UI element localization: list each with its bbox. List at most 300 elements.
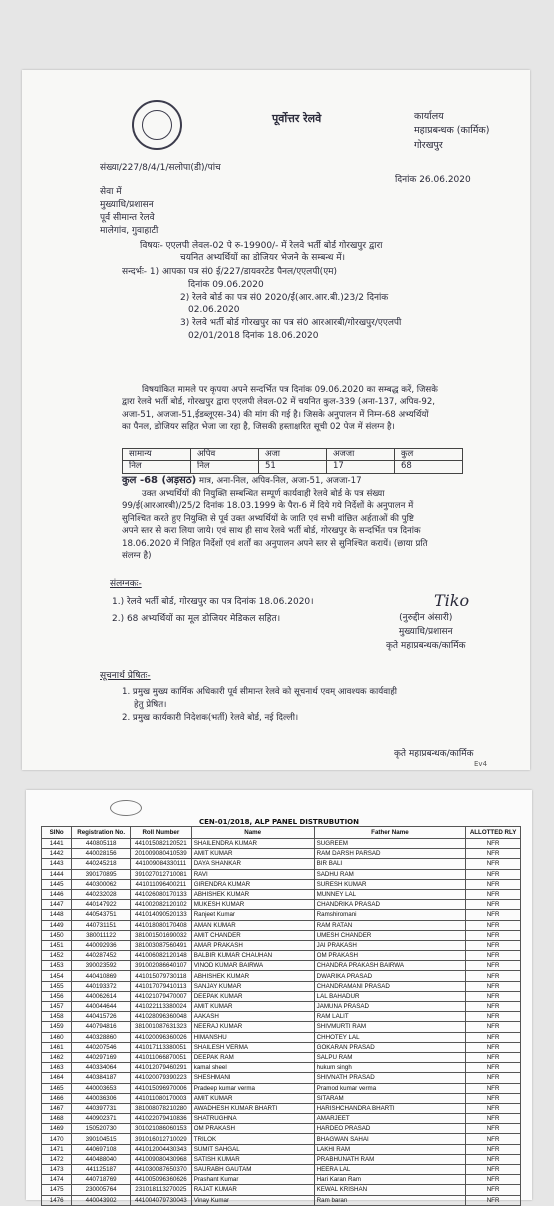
table-cell: 441004079730043 <box>130 1195 191 1205</box>
table-cell: 440232028 <box>72 889 131 899</box>
table-cell: GOKARAN PRASAD <box>314 1042 465 1052</box>
office-line: कार्यालय <box>414 111 444 122</box>
table-cell: 440062614 <box>72 991 131 1001</box>
table-cell: 440147922 <box>72 900 131 910</box>
table-cell: HEERA LAL <box>314 1165 465 1175</box>
table-cell: 1449 <box>42 920 72 930</box>
table-cell: 1468 <box>42 1114 72 1124</box>
table-row <box>42 1134 521 1144</box>
table-cell: NFR <box>466 1073 521 1083</box>
table-cell: NFR <box>466 1022 521 1032</box>
table-cell: 1463 <box>42 1063 72 1073</box>
reference-line: 2) रेलवे बोर्ड का पत्र सं0 2020/ई(आर.आर.बी.)23/2 दिनांक <box>180 292 389 303</box>
table-cell: SUGREEM <box>314 839 465 849</box>
table-cell: JAI PRAKASH <box>314 940 465 950</box>
table-cell: NFR <box>466 1195 521 1205</box>
column-header: Registration No. <box>72 827 131 839</box>
table-cell: LAKHI RAM <box>314 1144 465 1154</box>
table-cell: 1470 <box>42 1134 72 1144</box>
table-cell: 1442 <box>42 849 72 859</box>
category-table <box>122 448 463 474</box>
table-cell: 441006082120148 <box>130 951 191 961</box>
table-cell: NFR <box>466 940 521 950</box>
table-cell: NFR <box>466 951 521 961</box>
table-cell: SHATRUGHNA <box>191 1114 314 1124</box>
table-cell: 441022113380024 <box>130 1002 191 1012</box>
table-cell: 440805118 <box>72 839 131 849</box>
table-cell: Ram baran <box>314 1195 465 1205</box>
table-cell: 441002082120102 <box>130 900 191 910</box>
table-cell: 381001501690032 <box>130 930 191 940</box>
table-row <box>42 1103 521 1113</box>
table-cell: 440543751 <box>72 910 131 920</box>
table-cell: KEWAL KRISHAN <box>314 1185 465 1195</box>
category-value: निल <box>123 461 191 473</box>
table-cell: 391002086640107 <box>130 961 191 971</box>
total-count: कुल -68 (अड़सठ) <box>122 475 197 486</box>
table-cell: 380011122 <box>72 930 131 940</box>
table-cell: NFR <box>466 981 521 991</box>
table-cell: 441014090520133 <box>130 910 191 920</box>
table-cell: Pradeep kumar verma <box>191 1083 314 1093</box>
table-cell: 1450 <box>42 930 72 940</box>
subject-block <box>140 240 382 264</box>
category-value: 17 <box>327 461 395 473</box>
table-cell: 1453 <box>42 961 72 971</box>
table-cell: 440902371 <box>72 1114 131 1124</box>
table-cell: 440415726 <box>72 1012 131 1022</box>
table-cell: 230005764 <box>72 1185 131 1195</box>
table-cell: SHAILESH VERMA <box>191 1042 314 1052</box>
table-cell: NEERAJ KUMAR <box>191 1022 314 1032</box>
signer-designation: कृते महाप्रबन्धक/कार्मिक <box>386 640 466 651</box>
table-cell: DEEPAK KUMAR <box>191 991 314 1001</box>
table-cell: NFR <box>466 1063 521 1073</box>
table-cell: 441009084330111 <box>130 859 191 869</box>
subject-line: विषयः- एएलपी लेवल-02 पे रु-19900/- में रेलवे भर्ती बोर्ड गोरखपुर द्वारा <box>140 241 383 251</box>
table-cell: 381003087560491 <box>130 940 191 950</box>
table-cell: 440718769 <box>72 1175 131 1185</box>
signature: Tiko <box>434 591 470 610</box>
table-cell: NFR <box>466 1165 521 1175</box>
letter-date: दिनांक 26.06.2020 <box>395 175 471 185</box>
table-cell: 440384187 <box>72 1073 131 1083</box>
table-row <box>42 910 521 920</box>
table-row <box>42 1083 521 1093</box>
table-cell: NFR <box>466 1002 521 1012</box>
info-title: सूचनार्थ प्रेषितः- <box>100 671 151 681</box>
table-cell: 1472 <box>42 1154 72 1164</box>
enclosures-title: संलग्नकः- <box>110 579 142 589</box>
signer-block <box>386 612 466 654</box>
panel-title: CEN-01/2018, ALP PANEL DISTRUBUTION <box>199 818 359 826</box>
reference-line: 02.06.2020 <box>188 305 240 316</box>
table-cell: 441125187 <box>72 1165 131 1175</box>
table-cell: NFR <box>466 1134 521 1144</box>
category-value: निल <box>191 461 259 473</box>
table-cell: 1457 <box>42 1002 72 1012</box>
table-cell: 1464 <box>42 1073 72 1083</box>
logo-icon <box>110 800 142 816</box>
table-cell: 390023592 <box>72 961 131 971</box>
signer-title: मुख्याधि/प्रशासन <box>398 626 453 637</box>
category-header: अजजा <box>327 449 395 461</box>
table-cell: LAL BAHADUR <box>314 991 465 1001</box>
table-cell: VINOD KUMAR BAIRWA <box>191 961 314 971</box>
total-breakdown: मात्र, अना-निल, अपिव-निल, अजा-51, अजजा-17 <box>196 476 362 486</box>
table-header-row <box>42 827 521 839</box>
table-row <box>42 1063 521 1073</box>
table-row <box>42 1012 521 1022</box>
table-cell: NFR <box>466 869 521 879</box>
table-cell: 301021086060153 <box>130 1124 191 1134</box>
enclosures-list <box>112 594 314 628</box>
table-row <box>42 961 521 971</box>
table-row <box>42 1032 521 1042</box>
table-cell: 1459 <box>42 1022 72 1032</box>
ev-mark <box>474 760 487 769</box>
table-cell: NFR <box>466 1154 521 1164</box>
reference-line: 3) रेलवे भर्ती बोर्ड गोरखपुर का पत्र सं0 आरआरबी/गोरखपुर/एएलपी <box>180 318 402 329</box>
table-cell: BALBIR KUMAR CHAUHAN <box>191 951 314 961</box>
table-cell: HARDEO PRASAD <box>314 1124 465 1134</box>
table-cell: AAKASH <box>191 1012 314 1022</box>
table-cell: SHAILENDRA KUMAR <box>191 839 314 849</box>
table-cell: NFR <box>466 859 521 869</box>
table-cell: RAM DARSH PARSAD <box>314 849 465 859</box>
table-row <box>42 940 521 950</box>
table-cell: 441020079390223 <box>130 1073 191 1083</box>
table-cell: 390104515 <box>72 1134 131 1144</box>
table-cell: NFR <box>466 910 521 920</box>
letter-org-title: पूर्वोत्तर रेलवे <box>272 112 322 125</box>
table-row <box>42 920 521 930</box>
table-cell: 441021079470007 <box>130 991 191 1001</box>
table-cell: 441009080430968 <box>130 1154 191 1164</box>
table-cell: 441028096360048 <box>130 1012 191 1022</box>
table-row <box>42 991 521 1001</box>
address-block <box>100 186 158 238</box>
ref-number: संख्या/227/8/4/1/सलोपा(डी)/पांच <box>100 163 221 173</box>
railway-seal-icon <box>132 100 182 150</box>
table-cell: PRABHUNATH RAM <box>314 1154 465 1164</box>
table-cell: 441015096970006 <box>130 1083 191 1093</box>
table-cell: NFR <box>466 1114 521 1124</box>
table-cell: NFR <box>466 1124 521 1134</box>
table-row <box>42 1124 521 1134</box>
table-cell: 440287452 <box>72 951 131 961</box>
info-item: 2. प्रमुख कार्यकारी निदेशक(भर्ती) रेलवे बोर्ड, नई दिल्ली। <box>122 712 299 723</box>
table-cell: 1458 <box>42 1012 72 1022</box>
table-cell: 1473 <box>42 1165 72 1175</box>
table-row <box>42 1144 521 1154</box>
table-cell: 440731151 <box>72 920 131 930</box>
panel-table <box>41 826 521 1206</box>
letter-page <box>22 70 530 770</box>
table-cell: NFR <box>466 1083 521 1093</box>
table-row <box>42 1042 521 1052</box>
reference-line: 02/01/2018 दिनांक 18.06.2020 <box>188 330 319 341</box>
address-line: मालेगांव, गुवाहाटी <box>100 226 159 237</box>
column-header: Roll Number <box>130 827 191 839</box>
table-row <box>42 971 521 981</box>
table-row <box>42 930 521 940</box>
table-cell: 1446 <box>42 889 72 899</box>
table-cell: SADHU RAM <box>314 869 465 879</box>
table-cell: RAJAT KUMAR <box>191 1185 314 1195</box>
info-item: हेतु प्रेषित। <box>134 699 167 710</box>
references-block <box>122 266 401 343</box>
table-cell: 1447 <box>42 900 72 910</box>
category-value: 51 <box>259 461 327 473</box>
table-cell: 440044644 <box>72 1002 131 1012</box>
table-cell: 440028156 <box>72 849 131 859</box>
table-cell: SHIVNATH PRASAD <box>314 1073 465 1083</box>
para-line: का पैनल, डोजियर सहित भेजा जा रहा है, जिसकी हस्ताक्षरित सूची 02 पेज में संलग्न है। <box>122 422 395 433</box>
address-line: पूर्व सीमान्त रेलवे <box>100 213 155 224</box>
table-cell: 441012004430343 <box>130 1144 191 1154</box>
table-cell: SITARAM <box>314 1093 465 1103</box>
table-row <box>42 1022 521 1032</box>
table-cell: 440410869 <box>72 971 131 981</box>
table-cell: 441015082120521 <box>130 839 191 849</box>
table-cell: SURESH KUMAR <box>314 879 465 889</box>
subject-line: चयनित अभ्यर्थियों का डोजियर भेजने के सम्बन्ध में। <box>180 253 346 264</box>
table-cell: 440036306 <box>72 1093 131 1103</box>
table-cell: 1443 <box>42 859 72 869</box>
table-cell: 440092936 <box>72 940 131 950</box>
table-cell: 1465 <box>42 1083 72 1093</box>
table-cell: 440193372 <box>72 981 131 991</box>
table-cell: HIMANSHU <box>191 1032 314 1042</box>
table-cell: 440043902 <box>72 1195 131 1205</box>
table-cell: AMAR PRAKASH <box>191 940 314 950</box>
table-cell: AMIT KUMAR <box>191 1093 314 1103</box>
table-cell: NFR <box>466 1052 521 1062</box>
para-line: सुनिश्चित करते हुए नियुक्ति से पूर्व उक्त अभ्यर्थियों के जाति एवं सभी वांछित अर्हताओं की पुष्टि <box>122 513 414 524</box>
table-cell: NFR <box>466 961 521 971</box>
reference-line: सन्दर्भः- 1) आपका पत्र सं0 ई/227/डायवरटेड पैनल/एएलपी(एम) <box>122 267 338 277</box>
table-cell: 1460 <box>42 1032 72 1042</box>
column-header: SlNo <box>42 827 72 839</box>
category-value: 68 <box>395 461 463 473</box>
table-row <box>42 981 521 991</box>
table-cell: 440697108 <box>72 1144 131 1154</box>
table-cell: AMIT KUMAR <box>191 849 314 859</box>
table-cell: AMARJEET <box>314 1114 465 1124</box>
table-cell: AMIT CHANDER <box>191 930 314 940</box>
table-cell: 231018113270025 <box>130 1185 191 1195</box>
reference-line: दिनांक 09.06.2020 <box>188 279 264 290</box>
table-cell: kamal sheel <box>191 1063 314 1073</box>
panel-page <box>26 790 532 1204</box>
table-cell: 440297169 <box>72 1052 131 1062</box>
table-row <box>42 900 521 910</box>
table-cell: NFR <box>466 889 521 899</box>
table-row <box>42 1165 521 1175</box>
category-header: अपिव <box>191 449 259 461</box>
table-cell: NFR <box>466 1175 521 1185</box>
table-cell: NFR <box>466 1144 521 1154</box>
table-cell: NFR <box>466 1012 521 1022</box>
para-line: अपने स्तर से करा लिया जाये। एवं साथ ही साथ रेलवे भर्ती बोर्ड, गोरखपुर के सन्दर्भित पत्र दिनांक <box>122 526 421 537</box>
table-cell: SHIVMURTI RAM <box>314 1022 465 1032</box>
table-cell: 440245218 <box>72 859 131 869</box>
column-header: ALLOTTED RLY <box>466 827 521 839</box>
table-cell: BIR BALI <box>314 859 465 869</box>
table-cell: CHANDRA PRAKASH BAIRWA <box>314 961 465 971</box>
table-cell: SANJAY KUMAR <box>191 981 314 991</box>
table-cell: NFR <box>466 879 521 889</box>
table-cell: CHHOTEY LAL <box>314 1032 465 1042</box>
table-row <box>42 1154 521 1164</box>
table-cell: 441018080170408 <box>130 920 191 930</box>
table-cell: 440328860 <box>72 1032 131 1042</box>
enclosure-item: 1.) रेलवे भर्ती बोर्ड, गोरखपुर का पत्र दिनांक 18.06.2020। <box>112 597 314 607</box>
table-cell: 440794816 <box>72 1022 131 1032</box>
table-cell: AWADHESH KUMAR BHARTI <box>191 1103 314 1113</box>
table-cell: 441022079410836 <box>130 1114 191 1124</box>
table-cell: 441017079410113 <box>130 981 191 991</box>
table-cell: NFR <box>466 1103 521 1113</box>
table-cell: 1441 <box>42 839 72 849</box>
table-cell: 1467 <box>42 1103 72 1113</box>
footer-sign: कृते महाप्रबन्धक/कार्मिक <box>394 749 474 759</box>
para-line: उक्त अभ्यर्थियों की नियुक्ति सम्बन्धित सम्पूर्ण कार्यवाही रेलवे बोर्ड के पत्र संख्या <box>142 489 385 499</box>
para-line: 18.06.2020 में निहित निर्देशों एवं शर्तों का अनुपालन अपने स्तर से सुनिश्चित करायें। (छाया प्रति <box>122 538 428 549</box>
table-cell: HARISHCHANDRA BHARTI <box>314 1103 465 1113</box>
table-cell: SHESHMANI <box>191 1073 314 1083</box>
enclosure-item: 2.) 68 अभ्यर्थियों का मूल डोजियर मेडिकल सहित। <box>112 614 281 625</box>
table-cell: Ramshiromani <box>314 910 465 920</box>
table-cell: 150520730 <box>72 1124 131 1134</box>
table-cell: GIRENDRA KUMAR <box>191 879 314 889</box>
table-cell: AMAN KUMAR <box>191 920 314 930</box>
table-cell: MUNNEY LAL <box>314 889 465 899</box>
table-cell: 441026080170133 <box>130 889 191 899</box>
table-row <box>42 1175 521 1185</box>
table-row <box>42 1114 521 1124</box>
table-cell: RAVI <box>191 869 314 879</box>
table-cell: Prashant Kumar <box>191 1175 314 1185</box>
table-row <box>42 1185 521 1195</box>
address-line: सेवा में <box>100 187 122 197</box>
column-header: Father Name <box>314 827 465 839</box>
table-row <box>42 1093 521 1103</box>
table-cell: NFR <box>466 991 521 1001</box>
table-cell: NFR <box>466 971 521 981</box>
table-row <box>42 1195 521 1205</box>
category-header: अजा <box>259 449 327 461</box>
table-cell: ABHISHEK KUMAR <box>191 971 314 981</box>
table-cell: SAURABH GAUTAM <box>191 1165 314 1175</box>
table-cell: 441012079460291 <box>130 1063 191 1073</box>
table-cell: 441020096360026 <box>130 1032 191 1042</box>
table-cell: 201009080410539 <box>130 849 191 859</box>
signer-name: (नुरुद्दीन अंसारी) <box>399 613 453 623</box>
panel-table-body <box>42 839 521 1206</box>
table-cell: 1451 <box>42 940 72 950</box>
table-cell: 441015079730118 <box>130 971 191 981</box>
table-cell: 441011080170003 <box>130 1093 191 1103</box>
table-cell: Ranjeet Kumar <box>191 910 314 920</box>
table-cell: CHANDRIKA PRASAD <box>314 900 465 910</box>
table-row <box>42 839 521 849</box>
table-cell: 1448 <box>42 910 72 920</box>
office-line: महाप्रबन्धक (कार्मिक) <box>414 125 490 137</box>
table-cell: MUKESH KUMAR <box>191 900 314 910</box>
table-cell: OM PRAKASH <box>191 1124 314 1134</box>
table-row <box>42 859 521 869</box>
paragraph-1 <box>122 384 522 434</box>
para-line: 99/ई(आरआरबी)/25/2 दिनांक 18.03.1999 के पैरा-6 में दिये गये निर्देशों के अनुपालन में <box>122 501 414 512</box>
para-line: द्वारा रेलवे भर्ती बोर्ड, गोरखपुर द्वारा एएलपी लेवल-02 में चयनित कुल-339 (अना-137, अपिव-92, <box>122 397 436 408</box>
table-row <box>42 951 521 961</box>
table-cell: CHANDRAMANI PRASAD <box>314 981 465 991</box>
office-line: गोरखपुर <box>414 139 443 151</box>
table-cell: 440334064 <box>72 1063 131 1073</box>
paragraph-2 <box>122 488 522 563</box>
table-cell: RAM RATAN <box>314 920 465 930</box>
para-line: संलग्न है) <box>122 551 152 562</box>
table-row <box>42 1052 521 1062</box>
table-cell: 1476 <box>42 1195 72 1205</box>
table-cell: 1445 <box>42 879 72 889</box>
table-cell: NFR <box>466 1185 521 1195</box>
letter-office-block <box>414 110 489 153</box>
table-cell: 1466 <box>42 1093 72 1103</box>
table-cell: 441017113380051 <box>130 1042 191 1052</box>
table-cell: SUMIT SAHGAL <box>191 1144 314 1154</box>
column-header: Name <box>191 827 314 839</box>
table-cell: 441011066870051 <box>130 1052 191 1062</box>
table-cell: 1444 <box>42 869 72 879</box>
table-cell: TRILOK <box>191 1134 314 1144</box>
table-cell: 441011096400211 <box>130 879 191 889</box>
table-cell: AMIT KUMAR <box>191 1002 314 1012</box>
table-row <box>42 889 521 899</box>
ev-code: Ev4 <box>474 760 488 768</box>
category-header: सामान्य <box>123 449 191 461</box>
para-line: विषयांकित मामले पर कृपया अपने सन्दर्भित पत्र दिनांक 09.06.2020 का सम्बद्ध करें, जिसके <box>142 385 438 395</box>
info-item: 1. प्रमुख मुख्य कार्मिक अधिकारी पूर्व सीमान्त रेलवे को सूचनार्थ एवम् आवश्यक कार्यवाही <box>122 687 397 697</box>
table-cell: Pramod kumar verma <box>314 1083 465 1093</box>
table-cell: 440003653 <box>72 1083 131 1093</box>
table-cell: 1452 <box>42 951 72 961</box>
table-cell: NFR <box>466 930 521 940</box>
table-cell: NFR <box>466 849 521 859</box>
table-cell: NFR <box>466 839 521 849</box>
table-cell: DEEPAK RAM <box>191 1052 314 1062</box>
table-cell: 1462 <box>42 1052 72 1062</box>
para-line: अजा-51, अजजा-51,ईडब्लूएस-34) की मांग की गई है। जिसके अनुपालन में निम्न-68 अभ्यर्थियों <box>122 409 429 420</box>
table-cell: NFR <box>466 1093 521 1103</box>
table-cell: 391016012710029 <box>130 1134 191 1144</box>
table-row <box>42 1002 521 1012</box>
address-line: मुख्याधि/प्रशासन <box>100 200 154 211</box>
table-cell: 1475 <box>42 1185 72 1195</box>
table-cell: 440300062 <box>72 879 131 889</box>
category-header: कुल <box>395 449 463 461</box>
table-cell: RAM LALIT <box>314 1012 465 1022</box>
table-cell: 440207546 <box>72 1042 131 1052</box>
table-cell: 441030087650370 <box>130 1165 191 1175</box>
table-cell: JAMUNA PRASAD <box>314 1002 465 1012</box>
table-row <box>42 869 521 879</box>
table-cell: 1474 <box>42 1175 72 1185</box>
table-cell: hukum singh <box>314 1063 465 1073</box>
table-cell: 381008078210280 <box>130 1103 191 1113</box>
